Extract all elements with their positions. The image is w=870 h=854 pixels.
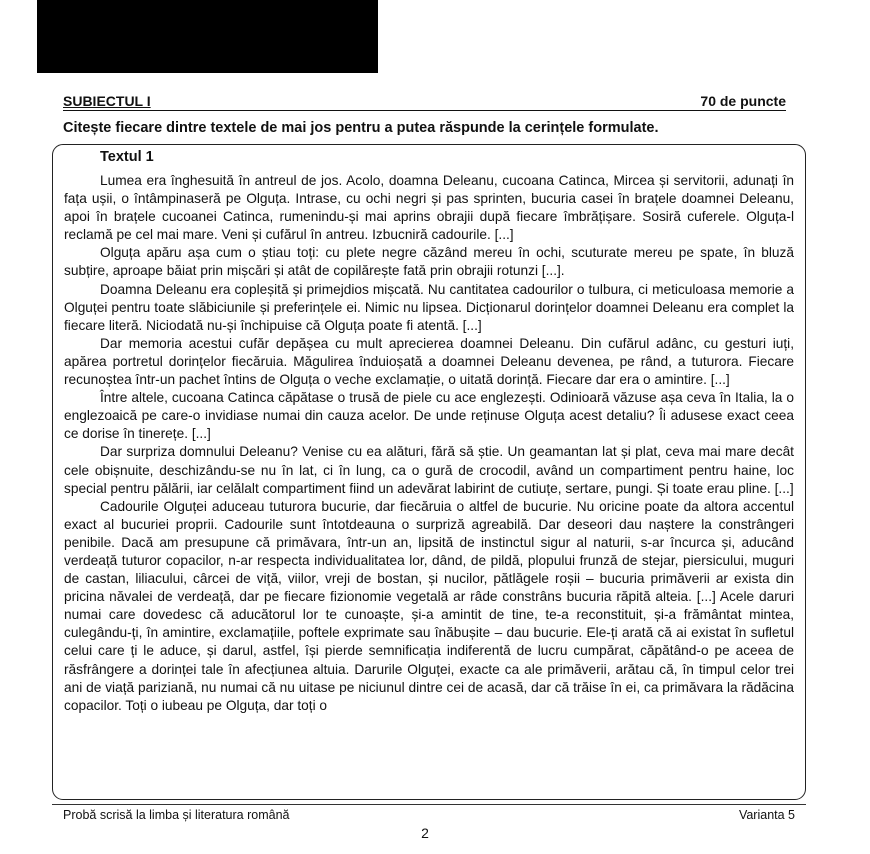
subject-title: SUBIECTUL I — [63, 93, 151, 109]
footer-divider — [52, 804, 806, 805]
variant-label: Varianta 5 — [738, 808, 795, 822]
paragraph: Cadourile Olguței aduceau tuturora bucurie, dar fiecăruia o altfel de bucurie. Nu oricine poate da altora accentul exact al bucuriei proprii. Cadourile sunt întotdeauna o surpriză agreabilă. Dar deseori dau naștere la constrângeri penibile. Dacă am presupune că primăvara, într-un an, lipsită de instinctul sigur al naturii, s-ar încurca și, aducând verdeață tuturor copacilor, n-ar respecta individualitatea lor, dând, de pildă, plopului frunză de stejar, piersicului, muguri de castan, liliacului, cârcei de viță, viilor, vreji de bostan, și nucilor, pătlăgele roșii – bucuria primăverii ar exista din pricina năvalei de verdeață, dar pe fiecare fizionomie vegetală ar râde constrâns bucuria răpită alteia. [...] Acele daruri numai care dovedesc că aducătorul lor te cunoaște, și-a amintit de tine, te-a reconstituit, și-a frământat mintea, culegându-ți, în amintire, exclamațiile, poftele exprimate sau înăbușite – dau bucurie. Ele-ți arată că ai existat în sufletul celui care ți le aduce, și darul, astfel, își pierde semnificația indiferentă de lucru cumpărat, căpătând-o pe aceea de răsfrângere a dorinței tale în afecțiunea altuia. Darurile Olguței, exacte ca ale primăverii, arătau că, în timpul celor trei ani de viață pariziană, nu numai că nu uitase pe niciunul dintre cei de acasă, dar că trăise în ei, ca primăvara la rădăcina copacilor. Toți o iubeau pe Olguța, dar toți o — [64, 498, 794, 713]
page-header — [63, 93, 786, 109]
paragraph: Dar surpriza domnului Deleanu? Venise cu ea alături, fără să știe. Un geamantan lat și plat, ceva mai mare decât cele obișnuite, deschizându-se nu în lat, ci în lung, ca o gură de crocodil, având un compartiment pentru haine, loc special pentru pălării, iar celălalt compartiment fiind un adevărat labirint de cutiuțe, sertare, pungi. Și toate erau pline. [...] — [64, 444, 794, 496]
paragraph: Doamna Deleanu era copleșită și primejdios mișcată. Nu cantitatea cadourilor o tulbura, ci meticuloasa memorie a Olguței pentru toate slăbiciunile și preferințele ei. Nimic nu lipsea. Dicționarul dorințelor doamnei Deleanu era complet la fiecare literă. Niciodată nu-și închipuise că Olguța poate fi atentă. [...] — [64, 281, 794, 333]
exam-name: Probă scrisă la limba și literatura română — [63, 808, 290, 822]
header-divider — [63, 110, 786, 111]
page-number: 2 — [421, 825, 429, 841]
paragraph: Olguța apăru așa cum o știau toți: cu plete negre căzând mereu în ochi, scuturate mereu pe spate, în bluză subțire, aproape băiat prin mișcări și atât de copilărește fată prin obrajii rotunzi [...]. — [64, 245, 794, 279]
paragraph: Dar memoria acestui cufăr depășea cu mult aprecierea doamnei Deleanu. Din cufărul adânc, cu gesturi iuți, apărea portretul dorințelor fiecăruia. Măgulirea înduioșată a doamnei Deleanu devenea, pe rând, a tuturora. Fiecare recunoștea într-un pachet întins de Olguța o veche exclamație, o uitată dorință. Fiecare dar era o amintire. [...] — [64, 335, 794, 388]
instruction-text: Citește fiecare dintre textele de mai jos pentru a putea răspunde la cerințele formulate. — [63, 120, 659, 136]
redaction-block — [37, 0, 378, 73]
paragraph: Între altele, cucoana Catinca căpătase o trusă de piele cu ace englezești. Odinioară văzuse așa ceva în Italia, la o englezoaică pe care-o invidiase numai din cauza acelor. De unde reținuse Olguța acest detaliu? Îi adusese exact ceea ce dorise în tinerețe. [...] — [64, 390, 794, 442]
points-label: 70 de puncte — [700, 93, 786, 109]
paragraph: Lumea era înghesuită în antreul de jos. Acolo, doamna Deleanu, cucoana Catinca, Mircea și servitorii, adunați în fața ușii, o întâmpinaseră pe Olguța. Intrase, cu ochi negri și pas sprinten, bucuria casei în brațele doamnei Deleanu, apoi în brațele cucoanei Catinca, rumenindu-și mai aprins obrajii după fiecare îmbrățișare. Sosiră cuferele. Olguța-l reclamă pe cel mai mare. Veni și cufărul în antreu. Izbucniră cadourile. [...] — [64, 173, 794, 243]
text-title: Textul 1 — [100, 149, 154, 165]
text-body — [64, 172, 794, 715]
page-footer — [63, 808, 795, 822]
